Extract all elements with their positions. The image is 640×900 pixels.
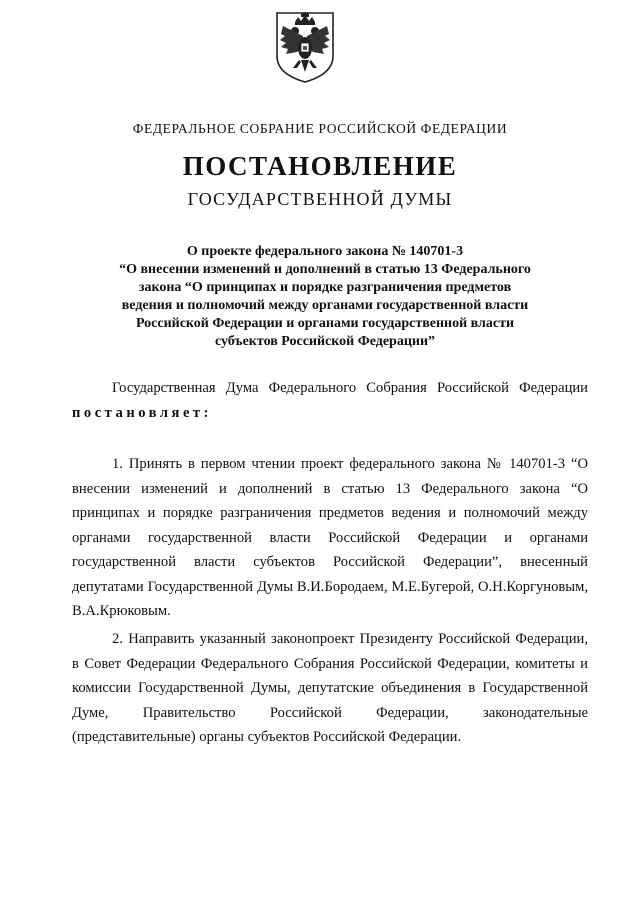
document-subtype-title: ГОСУДАРСТВЕННОЙ ДУМЫ <box>187 189 453 209</box>
subject-line: закона “О принципах и порядке разграничения предметов <box>138 280 512 295</box>
organization-name: ФЕДЕРАЛЬНОЕ СОБРАНИЕ РОССИЙСКОЙ ФЕДЕРАЦИИ <box>132 121 508 136</box>
resolution-item-2: 2. Направить указанный законопроект Президенту Российской Федерации, в Совет Федерации Федерального Собрания Российской Федерации, комитеты и комиссии Государственной Думы, депутатские объединения в Государственной Думе, Правительство Российской Федерации, законодательные (представительные) органы субъектов Российской Федерации. <box>72 631 588 745</box>
preamble-paragraph <box>72 376 588 425</box>
subject-line: субъектов Российской Федерации” <box>214 334 436 349</box>
resolution-subject <box>110 243 540 351</box>
preamble-verb: постановляет: <box>72 404 212 421</box>
coat-of-arms-icon <box>273 10 337 84</box>
subject-line: Российской Федерации и органами государственной власти <box>135 316 515 331</box>
document-type-title: ПОСТАНОВЛЕНИЕ <box>182 151 458 181</box>
preamble-text: Государственная Дума Федерального Собрания Российской Федерации <box>112 380 588 396</box>
resolution-item-1: 1. Принять в первом чтении проект федерального закона № 140701-3 “О внесении изменений и дополнений в статью 13 Федерального закона “О принципах и порядке разграничения предметов ведения и полномочий между органами государственной власти Российской Федерации и органами государственной власти субъектов Российской Федерации”, внесенный депутатами Государственной Думы В.И.Бородаем, М.Е.Бугерой, О.Н.Коргуновым, В.А.Крюковым. <box>72 456 588 619</box>
subject-line: ведения и полномочий между органами государственной власти <box>121 298 529 313</box>
subject-line: О проекте федерального закона № 140701-3 <box>186 244 464 259</box>
subject-line: “О внесении изменений и дополнений в статью 13 Федерального <box>119 262 531 277</box>
